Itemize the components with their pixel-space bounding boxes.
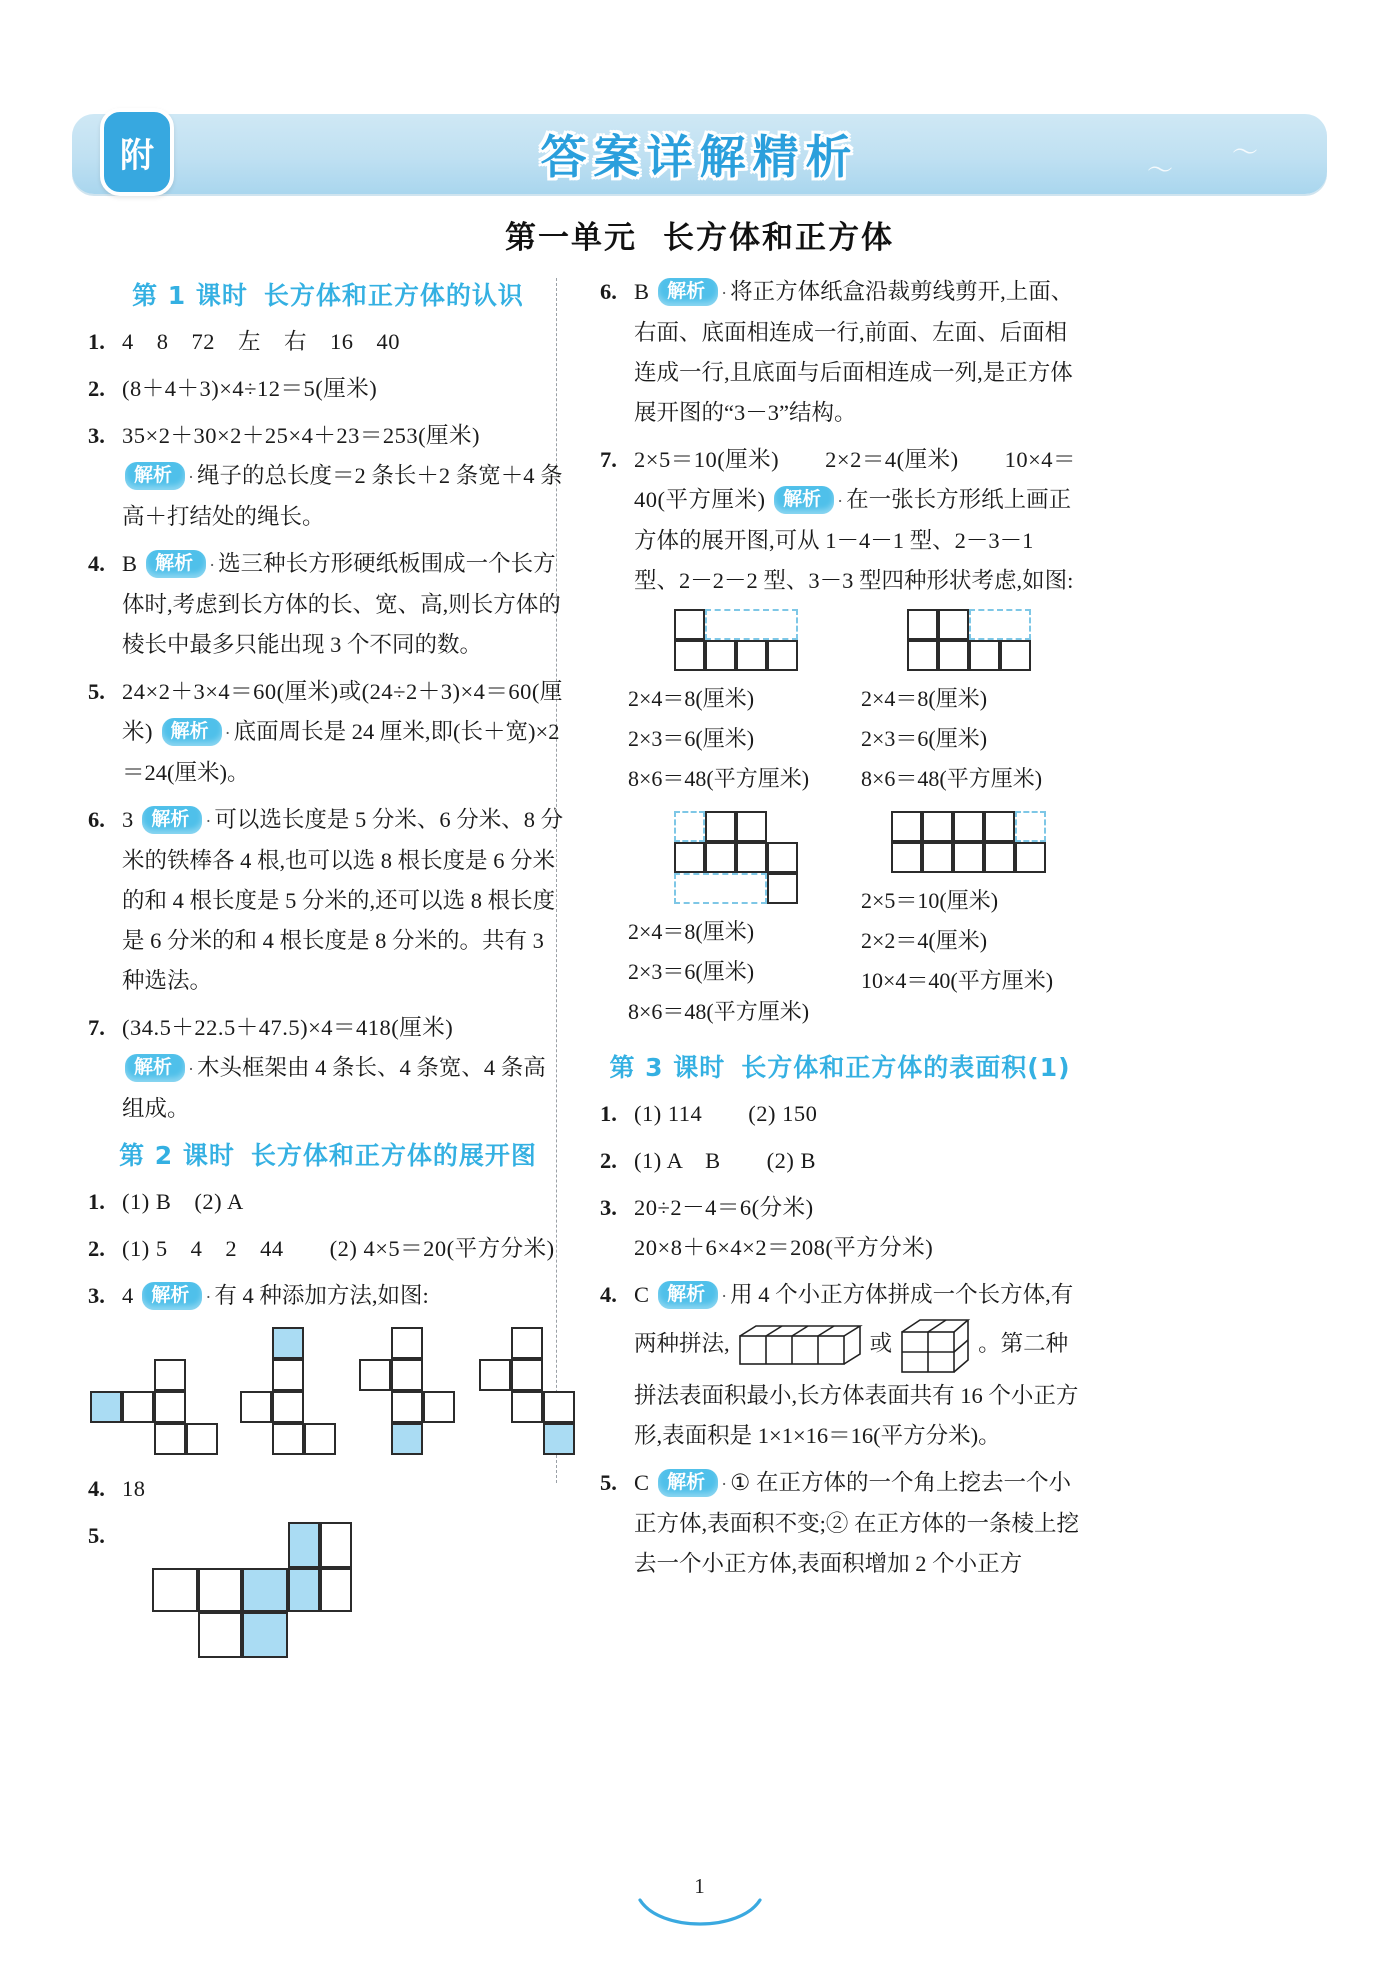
analysis-dot: · (209, 555, 216, 575)
cube-net-figures-group (90, 1327, 568, 1455)
net-cell-shaded (288, 1522, 320, 1568)
item-number: 3. (88, 423, 105, 448)
net-cell (1015, 842, 1046, 873)
net-cell-shaded (391, 1423, 423, 1455)
net-cell (240, 1391, 272, 1423)
net-cell (304, 1423, 336, 1455)
item-answer: (1) 5 4 2 44 (2) 4×5＝20(平方分米) (122, 1236, 555, 1261)
item-answer: C (634, 1282, 650, 1307)
wave-icon: 〜 (1147, 156, 1174, 185)
unit-name: 长方体和正方体 (663, 220, 894, 256)
item-analysis: 底面周长是 24 厘米,即(长＋宽)×2＝24(厘米)。 (122, 719, 560, 785)
answer-item (600, 440, 1080, 601)
answer-item (88, 416, 568, 537)
cube-net-diagram-7 (907, 609, 1031, 671)
net-cell (705, 842, 736, 873)
net-cell (272, 1391, 304, 1423)
cube-net-diagram-8 (674, 811, 798, 904)
item-analysis-part2: 。第二种拼法表面积最小,长方体表面共有 16 个小正方形,表面积是 1×1×16＝16(平方分米)。 (634, 1331, 1079, 1448)
net-cell-shaded (288, 1568, 320, 1612)
answer-item (600, 1275, 1080, 1456)
net-cell (154, 1423, 186, 1455)
net-cell (186, 1423, 218, 1455)
item-answer: (1) A B (2) B (634, 1148, 817, 1173)
net-caption-line: 2×3＝6(厘米) (628, 726, 755, 751)
cuboid-2x2-icon (898, 1316, 972, 1376)
item-analysis: 可以选长度是 5 分米、6 分米、8 分米的铁棒各 4 根,也可以选 8 根长度是 6 分米的和 4 根长度是 5 分米的,还可以选 8 根长度是 6 分米的和 4 根长度是 8 分米的。共有 3 种选法。 (122, 807, 564, 993)
net-caption-line: 10×4＝40(平方厘米) (861, 968, 1054, 993)
item-number: 1. (88, 1189, 105, 1214)
cube-net-diagram-3 (359, 1327, 448, 1455)
cube-net-diagram-5 (152, 1522, 352, 1658)
net-cell (320, 1522, 352, 1568)
item-answer: (8＋4＋3)×4÷12＝5(厘米) (122, 376, 378, 401)
net-cell (953, 842, 984, 873)
lesson-number: 第 3 课时 (609, 1053, 726, 1082)
item-number: 4. (88, 551, 105, 576)
net-cell-shaded (242, 1568, 288, 1612)
net-cell (511, 1327, 543, 1359)
net-cell (543, 1391, 575, 1423)
analysis-dot: · (188, 1059, 195, 1079)
item-number: 4. (600, 1282, 617, 1307)
analysis-badge: 解析 (125, 462, 185, 490)
net-cell (984, 811, 1015, 842)
item-number: 1. (88, 329, 105, 354)
net-cell (907, 609, 938, 640)
net-cell (320, 1568, 352, 1612)
item-number: 7. (600, 447, 617, 472)
net-caption-line: 2×5＝10(厘米) (861, 888, 999, 913)
page-title: 答案详解精析 (540, 130, 859, 184)
item-answer: 35×2＋30×2＋25×4＋23＝253(厘米) (122, 423, 481, 448)
net-cell (922, 811, 953, 842)
analysis-dot: · (837, 491, 844, 511)
unit-title (0, 212, 1399, 257)
appendix-badge: 附 (100, 108, 174, 196)
analysis-dot: · (188, 467, 195, 487)
lesson-heading-3 (600, 1048, 1080, 1084)
analysis-badge: 解析 (658, 1281, 718, 1309)
lesson-name: 长方体和正方体的展开图 (250, 1141, 537, 1170)
item-answer: C (634, 1470, 650, 1495)
page-footer-arc (638, 1898, 762, 1938)
net-cell-shaded (543, 1423, 575, 1455)
net-cell (767, 640, 798, 671)
analysis-dot: · (721, 1286, 728, 1306)
net-cell-shaded (90, 1391, 122, 1423)
item-number: 5. (88, 679, 105, 704)
net-caption-line: 2×2＝4(厘米) (861, 928, 988, 953)
net-cell (674, 609, 705, 640)
item-answer: 24×2＋3×4＝60(厘米)或(24÷2＋3)×4＝60(厘米) (122, 679, 563, 744)
item-answer: 20÷2－4＝6(分米) (634, 1195, 814, 1220)
item-answer: 3 (122, 807, 134, 832)
net-figure-block-2 (861, 609, 1076, 799)
lesson-name: 长方体和正方体的认识 (263, 281, 524, 310)
analysis-dot: · (205, 811, 212, 831)
net-cell (953, 811, 984, 842)
analysis-badge: 解析 (162, 718, 222, 746)
net-cell-shaded (272, 1327, 304, 1359)
item-answer: 2×5＝10(厘米) 2×2＝4(厘米) 10×4＝40(平方厘米) (634, 447, 1077, 512)
wave-icon: 〜 (1232, 138, 1259, 167)
answer-item (88, 369, 568, 409)
item-analysis-part1: 用 4 个小正方体拼成一个长方体,有两种拼法, (634, 1282, 1074, 1357)
item-number: 3. (600, 1195, 617, 1220)
left-column (88, 272, 568, 1665)
item-answer: (1) 114 (2) 150 (634, 1101, 818, 1126)
net-caption-line: 2×4＝8(厘米) (628, 919, 755, 944)
analysis-dot: · (224, 723, 231, 743)
net-figure-block-3 (628, 811, 843, 1032)
item-answer: B (122, 551, 138, 576)
net-cell (511, 1359, 543, 1391)
net-cell (938, 640, 969, 671)
answer-item (88, 1008, 568, 1129)
answer-item (88, 1182, 568, 1222)
answer-item (600, 1094, 1080, 1134)
net-cell (922, 842, 953, 873)
net-cell (736, 811, 767, 842)
item-number: 2. (88, 376, 105, 401)
answer-item (88, 544, 568, 665)
cube-net-diagram-9 (891, 811, 1046, 873)
net-cell (511, 1391, 543, 1423)
analysis-badge: 解析 (658, 278, 718, 306)
net-caption-line: 2×3＝6(厘米) (628, 959, 755, 984)
cube-net-diagram-1 (90, 1359, 206, 1455)
net-cell (479, 1359, 511, 1391)
net-figure-block-4 (861, 811, 1076, 1032)
item-analysis: 木头框架由 4 条长、4 条宽、4 条高组成。 (122, 1055, 546, 1121)
net-cell-dashed (674, 811, 705, 842)
net-cell (767, 842, 798, 873)
net-caption-line: 2×4＝8(厘米) (628, 686, 755, 711)
answer-item (600, 1463, 1080, 1584)
analysis-dot: · (721, 283, 728, 303)
analysis-badge: 解析 (146, 550, 206, 578)
net-cell-dashed (705, 609, 798, 640)
net-cell (154, 1391, 186, 1423)
net-cell (272, 1359, 304, 1391)
item-number: 4. (88, 1476, 105, 1501)
net-caption-line: 2×3＝6(厘米) (861, 726, 988, 751)
analysis-badge: 解析 (774, 486, 834, 514)
page-number: 1 (694, 1874, 705, 1898)
net-caption-line: 8×6＝48(平方厘米) (628, 766, 810, 791)
item-answer: (1) B (2) A (122, 1189, 244, 1214)
item-number: 2. (88, 1236, 105, 1261)
item-answer: 18 (122, 1476, 146, 1501)
analysis-badge: 解析 (125, 1054, 185, 1082)
net-cell (891, 842, 922, 873)
item-number: 5. (88, 1523, 105, 1548)
net-cell (122, 1391, 154, 1423)
item-number: 6. (88, 807, 105, 832)
net-cell (984, 842, 1015, 873)
net-cell (391, 1359, 423, 1391)
item-number: 2. (600, 1148, 617, 1173)
item-analysis: 绳子的总长度＝2 条长＋2 条宽＋4 条高＋打结处的绳长。 (122, 463, 563, 529)
right-column (600, 272, 1080, 1591)
item-analysis: 在一张长方形纸上画正方体的展开图,可从 1－4－1 型、2－3－1 型、2－2－2 型、3－3 型四种形状考虑,如图: (634, 487, 1074, 593)
answer-item (88, 1276, 568, 1317)
item-analysis: 选三种长方形硬纸板围成一个长方体时,考虑到长方体的长、宽、高,则长方体的棱长中最多只能出现 3 个不同的数。 (122, 551, 561, 657)
answer-item (600, 1188, 1080, 1268)
item-number: 1. (600, 1101, 617, 1126)
net-cell (1000, 640, 1031, 671)
analysis-badge: 解析 (142, 806, 202, 834)
net-cell (198, 1568, 242, 1612)
cube-net-diagram-2 (240, 1327, 329, 1455)
item-number: 3. (88, 1283, 105, 1308)
net-cell (674, 842, 705, 873)
net-cell-dashed (1015, 811, 1046, 842)
net-cell-dashed (674, 873, 767, 904)
item-analysis-mid: 或 (869, 1331, 893, 1357)
item-analysis: ① 在正方体的一个角上挖去一个小正方体,表面积不变;② 在正方体的一条棱上挖去一个小正方体,表面积增加 2 个小正方 (634, 1470, 1080, 1576)
answer-item (88, 672, 568, 793)
cube-net-diagram-4 (479, 1327, 568, 1455)
net-caption-line: 8×6＝48(平方厘米) (861, 766, 1043, 791)
item-answer: 4 (122, 1283, 134, 1308)
net-cell (154, 1359, 186, 1391)
net-cell (152, 1568, 198, 1612)
unit-label: 第一单元 (505, 220, 637, 256)
net-cell (736, 640, 767, 671)
answer-item (88, 1469, 568, 1509)
net-caption-line: 2×4＝8(厘米) (861, 686, 988, 711)
net-figure-block-1 (628, 609, 843, 799)
net-cell-dashed (969, 609, 1031, 640)
answer-item (600, 1141, 1080, 1181)
net-cell (767, 873, 798, 904)
net-cell (359, 1359, 391, 1391)
analysis-dot: · (205, 1287, 212, 1307)
item-number: 6. (600, 279, 617, 304)
answer-item (88, 1229, 568, 1269)
net-cell (391, 1327, 423, 1359)
net-cell (736, 842, 767, 873)
net-cell (938, 609, 969, 640)
net-figure-matrix-bottom (628, 811, 1080, 1032)
net-cell (198, 1612, 242, 1658)
net-cell (907, 640, 938, 671)
item-answer: 4 8 72 左 右 16 40 (122, 329, 401, 354)
item-answer: B (634, 279, 650, 304)
analysis-badge: 解析 (142, 1282, 202, 1310)
item-analysis: 有 4 种添加方法,如图: (214, 1283, 429, 1308)
net-cell (391, 1391, 423, 1423)
answer-item (88, 800, 568, 1001)
lesson-name: 长方体和正方体的表面积(1) (741, 1053, 1071, 1082)
answer-item (88, 322, 568, 362)
answer-item (88, 1516, 568, 1658)
item-number: 7. (88, 1015, 105, 1040)
lesson-number: 第 1 课时 (132, 281, 248, 310)
net-cell (969, 640, 1000, 671)
item-answer-line2: 20×8＋6×4×2＝208(平方分米) (634, 1235, 934, 1260)
net-caption-line: 8×6＝48(平方厘米) (628, 999, 810, 1024)
net-cell-shaded (242, 1612, 288, 1658)
item-analysis: 将正方体纸盒沿裁剪线剪开,上面、右面、底面相连成一行,前面、左面、后面相连成一行,且底面与后面相连成一列,是正方体展开图的“3－3”结构。 (634, 279, 1074, 425)
analysis-badge: 解析 (658, 1469, 718, 1497)
net-cell (891, 811, 922, 842)
item-answer: (34.5＋22.5＋47.5)×4＝418(厘米) (122, 1015, 454, 1040)
net-cell (423, 1391, 455, 1423)
lesson-heading-2 (88, 1136, 568, 1172)
answer-item (600, 272, 1080, 433)
item-number: 5. (600, 1470, 617, 1495)
net-cell (674, 640, 705, 671)
net-cell (705, 640, 736, 671)
net-cell (705, 811, 736, 842)
analysis-dot: · (721, 1474, 728, 1494)
cuboid-1x4-icon (736, 1323, 864, 1369)
net-figure-matrix-top (628, 609, 1080, 799)
lesson-heading-1 (88, 276, 568, 312)
page-header (72, 108, 1327, 196)
cube-net-diagram-6 (674, 609, 798, 671)
net-cell (272, 1423, 304, 1455)
lesson-number: 第 2 课时 (119, 1141, 235, 1170)
